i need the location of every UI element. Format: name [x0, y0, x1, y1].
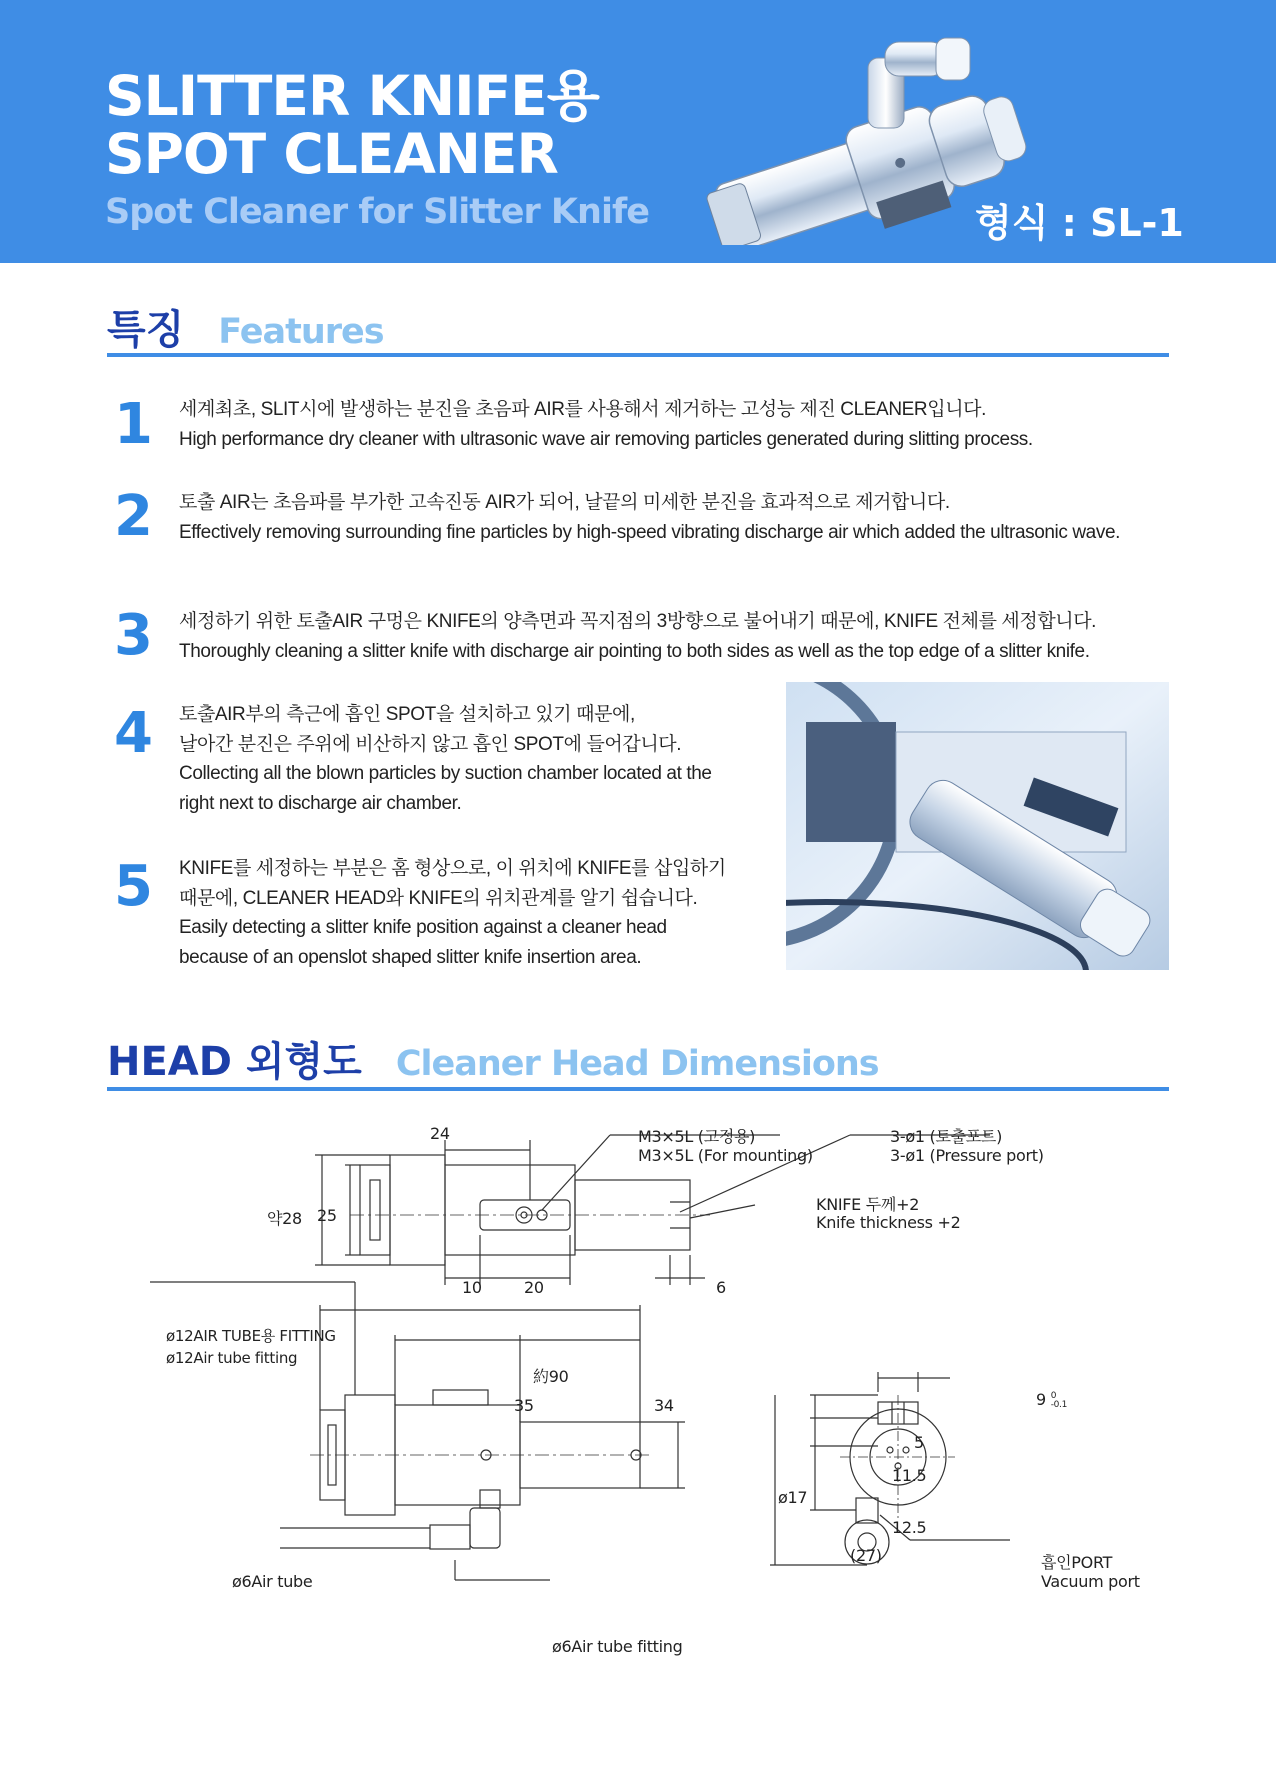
dim-35: 35 — [514, 1396, 534, 1415]
feature-2-en: Effectively removing surrounding fine particles by high-speed vibrating discharge air which added the ultrasonic wave. — [179, 521, 1120, 543]
dimensions-title-ko: HEAD 외형도 — [107, 1039, 362, 1085]
product-photo — [786, 682, 1169, 970]
header-banner — [0, 0, 1276, 263]
knife-label-ko: KNIFE 두께+2 — [816, 1195, 920, 1214]
mount-label-en: M3×5L (For mounting) — [638, 1146, 813, 1165]
feature-number-4: 4 — [114, 701, 153, 766]
dim-about-90: 約90 — [533, 1367, 569, 1386]
feature-3-ko: 세정하기 위한 토출AIR 구멍은 KNIFE의 양측면과 꼭지점의 3방향으로 불어내기 때문에, KNIFE 전체를 세정합니다. — [179, 611, 1097, 632]
port-label-ko: 3-ø1 (토출포트) — [890, 1127, 1003, 1146]
dim-12-5: 12.5 — [892, 1518, 927, 1537]
dim-9 — [1036, 1390, 1067, 1410]
vacuum-port-en: Vacuum port — [1041, 1572, 1140, 1591]
tube6-fitting-label: ø6Air tube fitting — [552, 1637, 683, 1656]
dimensions-title — [107, 1030, 879, 1087]
feature-number-2: 2 — [114, 484, 153, 549]
dim-20: 20 — [524, 1278, 544, 1297]
feature-1-en: High performance dry cleaner with ultrasonic wave air removing particles generated during slitting process. — [179, 428, 1033, 450]
port-label-en: 3-ø1 (Pressure port) — [890, 1146, 1044, 1165]
dim-9-value: 9 — [1036, 1390, 1046, 1409]
feature-4-en-2: right next to discharge air chamber. — [179, 792, 462, 814]
model-label: 형식 : SL-1 — [975, 201, 1184, 245]
dim-d17: ø17 — [778, 1488, 808, 1507]
feature-5-ko-2: 때문에, CLEANER HEAD와 KNIFE의 위치관계를 알기 쉽습니다. — [179, 887, 698, 909]
dim-6: 6 — [716, 1278, 726, 1297]
feature-number-5: 5 — [114, 854, 153, 919]
title-line-2: SPOT CLEANER — [105, 122, 558, 186]
technical-drawing — [150, 1110, 1150, 1670]
features-divider — [107, 353, 1169, 357]
feature-text-1 — [179, 395, 1033, 454]
dim-25: 25 — [317, 1206, 337, 1225]
feature-text-3 — [179, 607, 1269, 666]
feature-text-2 — [179, 488, 1179, 547]
top-body-flange — [390, 1155, 445, 1265]
features-title-ko: 특징 — [107, 307, 185, 353]
feature-number-1: 1 — [114, 392, 153, 457]
subtitle: Spot Cleaner for Slitter Knife — [105, 192, 649, 232]
dim-34: 34 — [654, 1396, 674, 1415]
feature-1-ko: 세계최초, SLIT시에 발생하는 분진을 초음파 AIR를 사용해서 제거하는 고성능 제진 CLEANER입니다. — [179, 399, 986, 420]
feature-text-4 — [179, 700, 779, 818]
dim-11-5: 11.5 — [892, 1466, 927, 1485]
tube6-label: ø6Air tube — [232, 1572, 313, 1591]
feature-5-en-2: because of an openslot shaped slitter knife insertion area. — [179, 946, 642, 968]
fitting-label-ko: ø12AIR TUBE용 FITTING — [166, 1327, 336, 1345]
feature-4-en-1: Collecting all the blown particles by suction chamber located at the — [179, 763, 712, 784]
dim-5: 5 — [914, 1433, 924, 1452]
feature-4-ko-1: 토출AIR부의 측근에 흡인 SPOT을 설치하고 있기 때문에, — [179, 704, 635, 725]
knife-label-en: Knife thickness +2 — [816, 1213, 961, 1232]
feature-2-ko: 토출 AIR는 초음파를 부가한 고속진동 AIR가 되어, 날끝의 미세한 분진을 효과적으로 제거합니다. — [179, 492, 950, 513]
feature-3-en: Thoroughly cleaning a slitter knife with discharge air pointing to both sides as well as the top edge of a slitter knife. — [179, 640, 1090, 662]
title-line-1: SLITTER KNIFE용 — [105, 64, 599, 128]
mount-label-ko: M3×5L (고정용) — [638, 1127, 756, 1146]
dimensions-divider — [107, 1087, 1169, 1091]
feature-4-ko-2: 날아간 분진은 주위에 비산하지 않고 흡인 SPOT에 들어갑니다. — [179, 733, 682, 755]
dimensions-title-en: Cleaner Head Dimensions — [395, 1044, 879, 1084]
dim-10: 10 — [462, 1278, 482, 1297]
dim-27: (27) — [850, 1546, 882, 1565]
features-title — [107, 298, 384, 355]
top-body — [445, 1165, 575, 1255]
dim-about-28: 약28 — [267, 1209, 302, 1228]
dim-24: 24 — [430, 1124, 450, 1143]
fitting-label-en: ø12Air tube fitting — [166, 1349, 298, 1367]
feature-text-5 — [179, 854, 779, 972]
features-title-en: Features — [218, 312, 384, 352]
feature-5-en-1: Easily detecting a slitter knife position against a cleaner head — [179, 917, 667, 938]
top-fitting-nut — [360, 1165, 390, 1255]
feature-number-3: 3 — [114, 603, 153, 668]
vacuum-port-ko: 흡인PORT — [1041, 1553, 1113, 1572]
dim-9-tolerance: 0 -0.1 — [1050, 1390, 1068, 1410]
feature-5-ko-1: KNIFE를 세정하는 부분은 홈 형상으로, 이 위치에 KNIFE를 삽입하기 — [179, 858, 726, 879]
